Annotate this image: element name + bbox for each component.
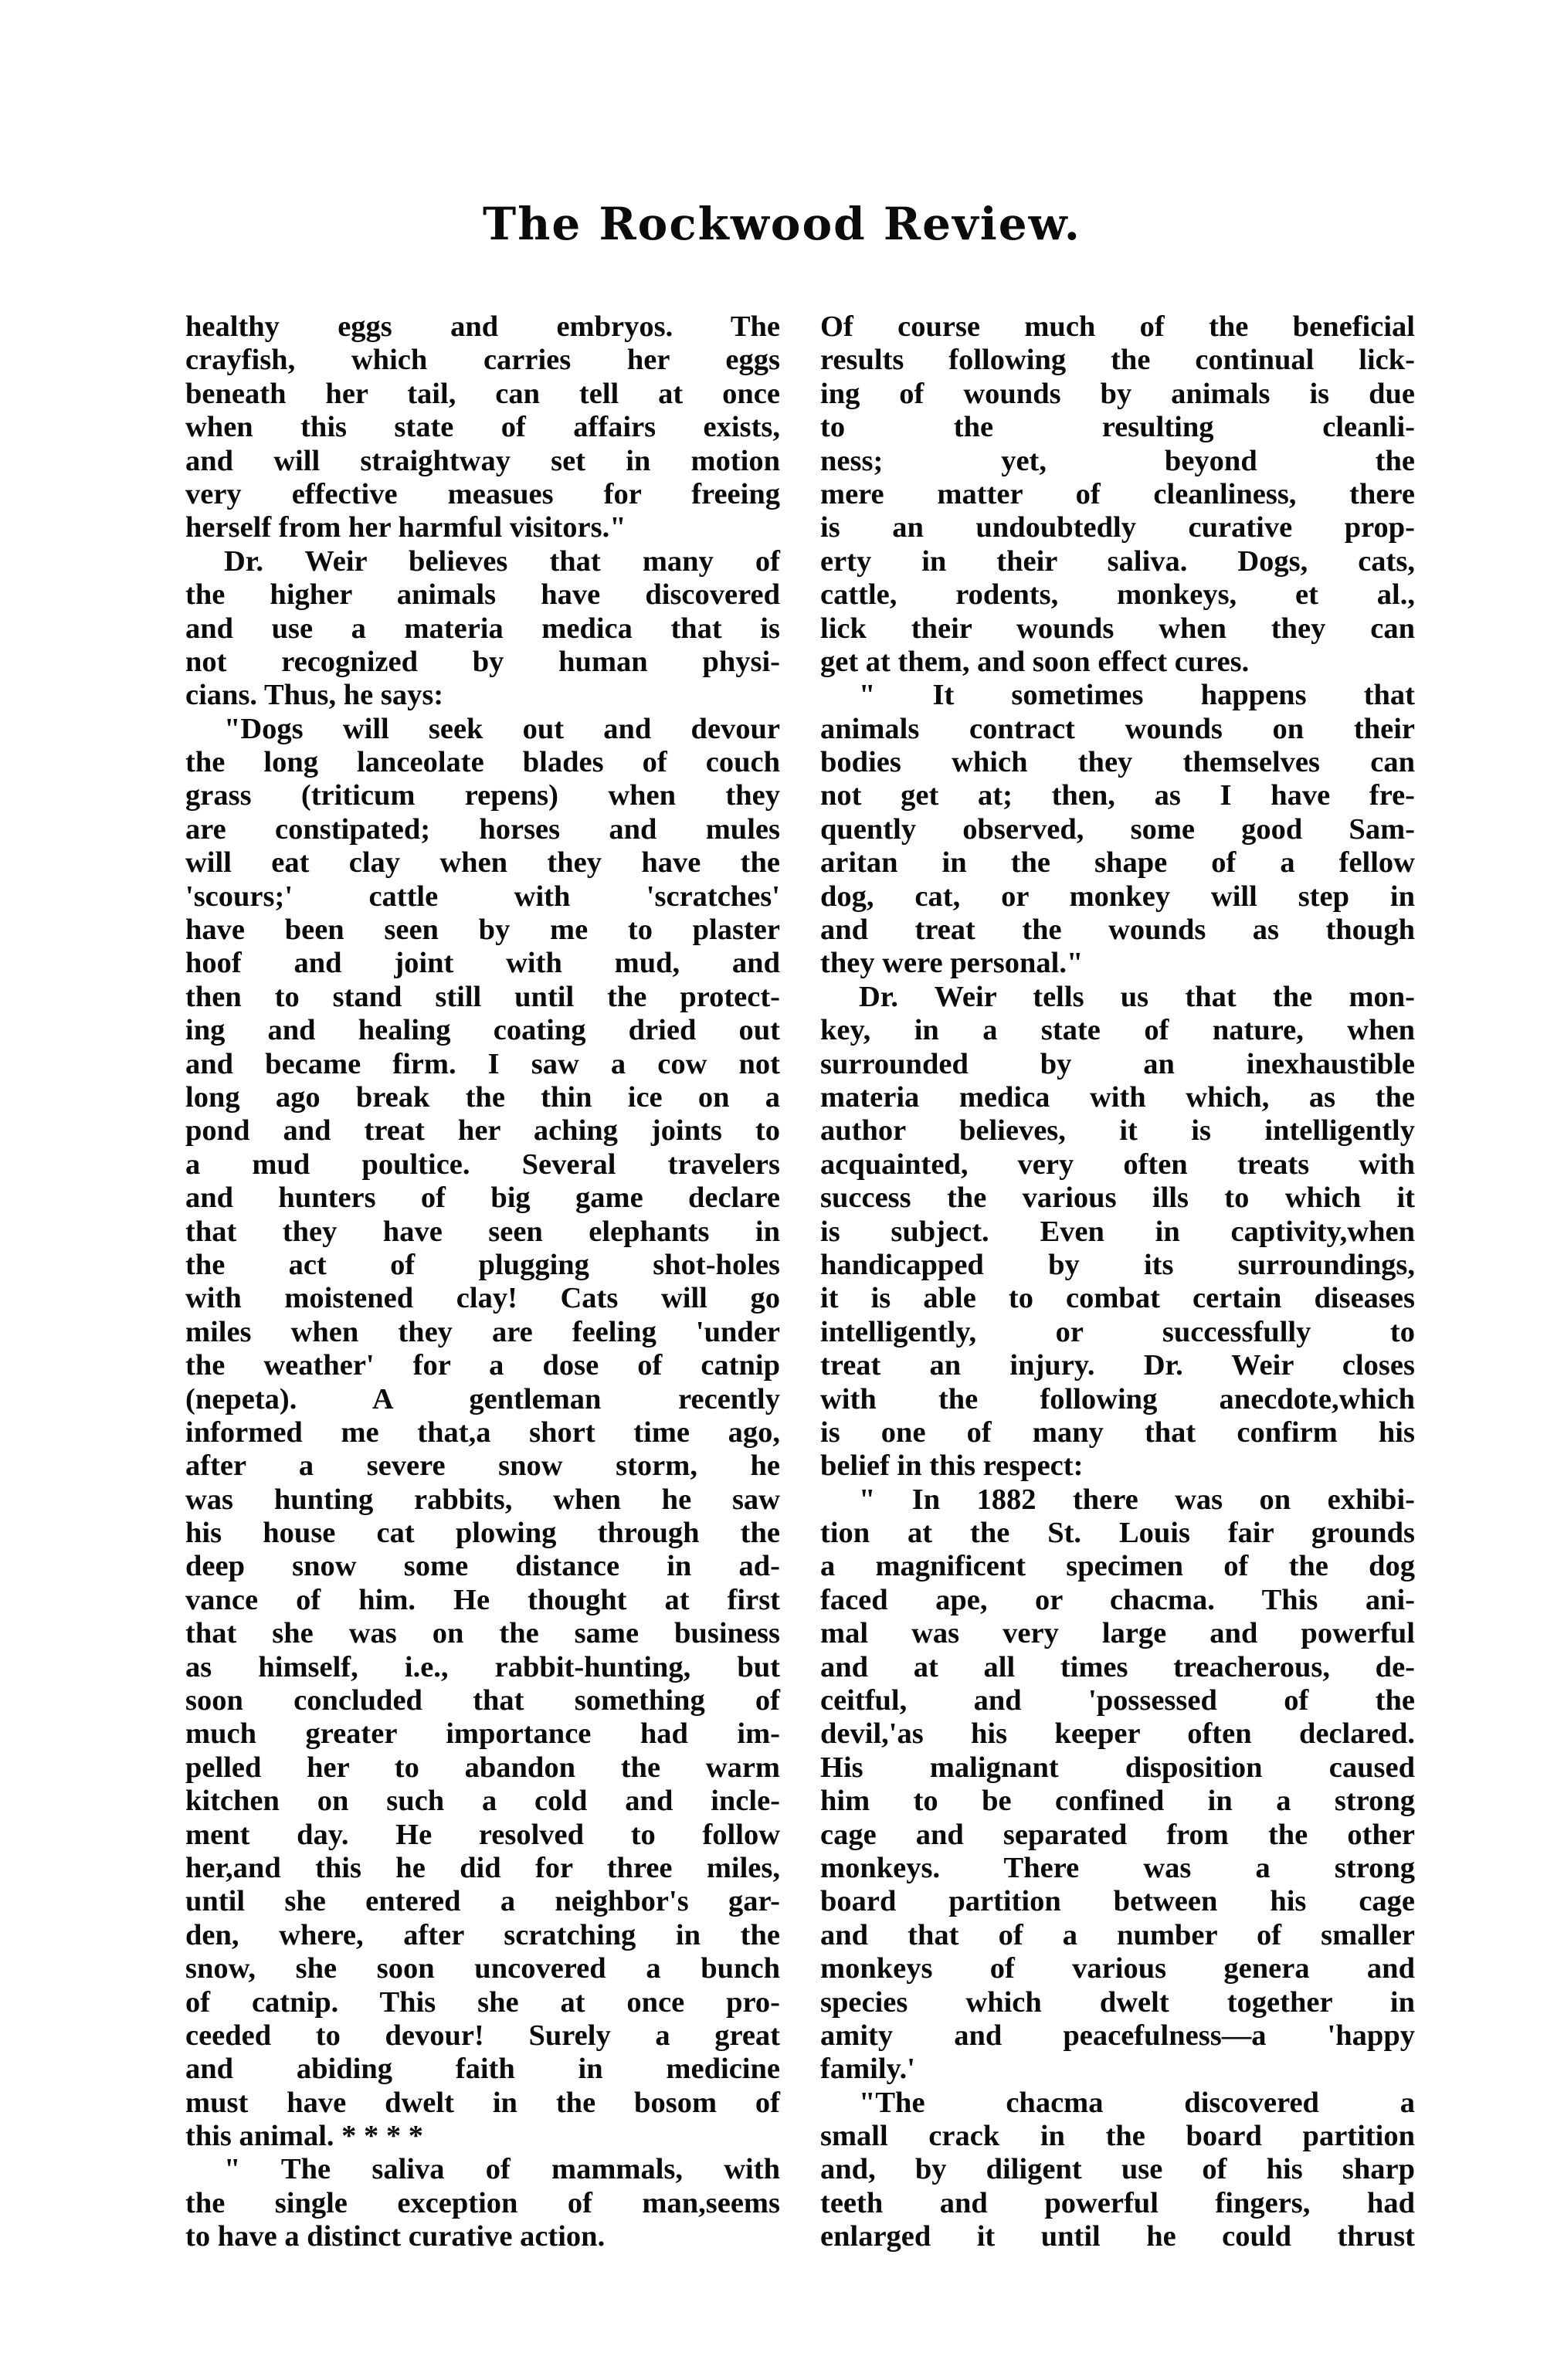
- text-line: board partition between his cage: [820, 1885, 1415, 1918]
- text-line: den, where, after scratching in the: [185, 1918, 780, 1951]
- text-line: ing of wounds by animals is due: [820, 377, 1415, 410]
- text-line: acquainted, very often treats with: [820, 1148, 1415, 1181]
- text-line: crayfish, which carries her eggs: [185, 344, 780, 377]
- text-line: Dr. Weir believes that many of: [224, 544, 780, 578]
- text-line: the higher animals have discovered: [185, 578, 780, 612]
- text-line: informed me that,a short time ago,: [185, 1415, 780, 1449]
- text-line: his house cat plowing through the: [185, 1517, 780, 1550]
- text-line: handicapped by its surroundings,: [820, 1248, 1415, 1281]
- text-line: author believes, it is intelligently: [820, 1114, 1415, 1148]
- text-line: get at them, and soon effect cures.: [820, 645, 1250, 678]
- text-line: and abiding faith in medicine: [185, 2053, 780, 2086]
- text-line: very effective measues for freeing: [185, 477, 780, 510]
- text-line: when this state of affairs exists,: [185, 411, 780, 444]
- text-line: cians. Thus, he says:: [185, 679, 444, 712]
- page-title: The Rockwood Review.: [483, 198, 1081, 250]
- text-line: and, by diligent use of his sharp: [820, 2153, 1415, 2186]
- text-line: it is able to combat certain diseases: [820, 1282, 1415, 1315]
- text-line: 'scours;' cattle with 'scratches': [185, 880, 780, 913]
- text-line: family.': [820, 2053, 915, 2086]
- text-line: with moistened clay! Cats will go: [185, 1282, 780, 1315]
- text-line: mal was very large and powerful: [820, 1617, 1415, 1650]
- text-line: is an undoubtedly curative prop-: [820, 511, 1415, 544]
- text-line: ment day. He resolved to follow: [185, 1818, 780, 1851]
- text-line: much greater importance had im-: [185, 1717, 780, 1751]
- text-line: amity and peacefulness—a 'happy: [820, 2019, 1415, 2052]
- text-line: ceitful, and 'possessed of the: [820, 1684, 1415, 1717]
- text-line: treat an injury. Dr. Weir closes: [820, 1349, 1415, 1382]
- text-line: Dr. Weir tells us that the mon-: [859, 980, 1415, 1013]
- text-line: was hunting rabbits, when he saw: [185, 1483, 780, 1516]
- text-line: ceeded to devour! Surely a great: [185, 2019, 780, 2052]
- text-line: not get at; then, as I have fre-: [820, 779, 1415, 812]
- text-line: have been seen by me to plaster: [185, 914, 780, 947]
- text-line: long ago break the thin ice on a: [185, 1080, 780, 1114]
- text-line: with the following anecdote,which: [820, 1382, 1415, 1415]
- text-line: until she entered a neighbor's gar-: [185, 1885, 780, 1918]
- text-line: must have dwelt in the bosom of: [185, 2086, 780, 2119]
- text-line: and that of a number of smaller: [820, 1918, 1415, 1951]
- text-line: monkeys. There was a strong: [820, 1851, 1415, 1884]
- text-line: tion at the St. Louis fair grounds: [820, 1517, 1415, 1550]
- text-line: not recognized by human physi-: [185, 645, 780, 678]
- text-line: beneath her tail, can tell at once: [185, 377, 780, 410]
- text-line: His malignant disposition caused: [820, 1751, 1415, 1784]
- text-line: they were personal.": [820, 947, 1084, 980]
- text-line: that she was on the same business: [185, 1617, 780, 1650]
- text-line: hoof and joint with mud, and: [185, 947, 780, 980]
- text-line: and at all times treacherous, de-: [820, 1650, 1415, 1683]
- text-line: pond and treat her aching joints to: [185, 1114, 780, 1148]
- text-line: after a severe snow storm, he: [185, 1449, 780, 1483]
- text-line: monkeys of various genera and: [820, 1952, 1415, 1985]
- text-line: a mud poultice. Several travelers: [185, 1148, 780, 1181]
- text-line: a magnificent specimen of the dog: [820, 1550, 1415, 1583]
- text-line: surrounded by an inexhaustible: [820, 1047, 1415, 1080]
- text-line: as himself, i.e., rabbit-hunting, but: [185, 1650, 780, 1683]
- text-line: faced ape, or chacma. This ani-: [820, 1583, 1415, 1616]
- text-line: and hunters of big game declare: [185, 1182, 780, 1215]
- text-line: aritan in the shape of a fellow: [820, 846, 1415, 880]
- text-line: this animal. * * * *: [185, 2120, 424, 2153]
- text-line: is one of many that confirm his: [820, 1415, 1415, 1449]
- text-line: "Dogs will seek out and devour: [224, 712, 780, 745]
- text-line: ness; yet, beyond the: [820, 444, 1415, 477]
- text-line: teeth and powerful fingers, had: [820, 2186, 1415, 2219]
- text-line: him to be confined in a strong: [820, 1785, 1415, 1818]
- text-line: key, in a state of nature, when: [820, 1014, 1415, 1047]
- text-line: the long lanceolate blades of couch: [185, 746, 780, 779]
- text-line: snow, she soon uncovered a bunch: [185, 1952, 780, 1985]
- text-line: ing and healing coating dried out: [185, 1014, 780, 1047]
- text-line: miles when they are feeling 'under: [185, 1315, 780, 1348]
- text-line: soon concluded that something of: [185, 1684, 780, 1717]
- text-line: belief in this respect:: [820, 1449, 1084, 1483]
- text-line: kitchen on such a cold and incle-: [185, 1785, 780, 1818]
- text-line: grass (triticum repens) when they: [185, 779, 780, 812]
- text-line: quently observed, some good Sam-: [820, 812, 1415, 846]
- text-line: that they have seen elephants in: [185, 1215, 780, 1248]
- text-line: and treat the wounds as though: [820, 914, 1415, 947]
- text-line: " It sometimes happens that: [859, 679, 1415, 712]
- text-line: small crack in the board partition: [820, 2120, 1415, 2153]
- text-line: species which dwelt together in: [820, 1985, 1415, 2019]
- text-line: erty in their saliva. Dogs, cats,: [820, 544, 1415, 578]
- text-line: to have a distinct curative action.: [185, 2220, 606, 2253]
- left-column: [185, 310, 780, 2254]
- text-line: results following the continual lick-: [820, 344, 1415, 377]
- text-line: cage and separated from the other: [820, 1818, 1415, 1851]
- text-line: the act of plugging shot-holes: [185, 1248, 780, 1281]
- text-line: the weather' for a dose of catnip: [185, 1349, 780, 1382]
- text-line: success the various ills to which it: [820, 1182, 1415, 1215]
- text-line: healthy eggs and embryos. The: [185, 310, 780, 343]
- right-column: [820, 310, 1415, 2254]
- text-line: are constipated; horses and mules: [185, 812, 780, 846]
- text-line: to the resulting cleanli-: [820, 411, 1415, 444]
- text-line: lick their wounds when they can: [820, 612, 1415, 645]
- text-line: is subject. Even in captivity,when: [820, 1215, 1415, 1248]
- text-line: cattle, rodents, monkeys, et al.,: [820, 578, 1415, 612]
- text-line: bodies which they themselves can: [820, 746, 1415, 779]
- text-line: and became firm. I saw a cow not: [185, 1047, 780, 1080]
- text-line: " The saliva of mammals, with: [224, 2153, 780, 2186]
- text-line: and will straightway set in motion: [185, 444, 780, 477]
- text-line: and use a materia medica that is: [185, 612, 780, 645]
- text-line: animals contract wounds on their: [820, 712, 1415, 745]
- text-line: "The chacma discovered a: [859, 2086, 1415, 2119]
- text-line: vance of him. He thought at first: [185, 1583, 780, 1616]
- text-line: intelligently, or successfully to: [820, 1315, 1415, 1348]
- text-line: Of course much of the beneficial: [820, 310, 1415, 343]
- text-line: will eat clay when they have the: [185, 846, 780, 880]
- text-line: enlarged it until he could thrust: [820, 2220, 1415, 2253]
- text-line: dog, cat, or monkey will step in: [820, 880, 1415, 913]
- text-line: pelled her to abandon the warm: [185, 1751, 780, 1784]
- text-line: of catnip. This she at once pro-: [185, 1985, 780, 2019]
- text-line: devil,'as his keeper often declared.: [820, 1717, 1415, 1751]
- text-line: then to stand still until the protect-: [185, 980, 780, 1013]
- text-line: her,and this he did for three miles,: [185, 1851, 780, 1884]
- text-line: the single exception of man,seems: [185, 2186, 780, 2219]
- text-line: herself from her harmful visitors.": [185, 511, 626, 544]
- text-line: deep snow some distance in ad-: [185, 1550, 780, 1583]
- text-line: mere matter of cleanliness, there: [820, 477, 1415, 510]
- text-line: materia medica with which, as the: [820, 1080, 1415, 1114]
- text-line: (nepeta). A gentleman recently: [185, 1382, 780, 1415]
- text-line: " In 1882 there was on exhibi-: [859, 1483, 1415, 1516]
